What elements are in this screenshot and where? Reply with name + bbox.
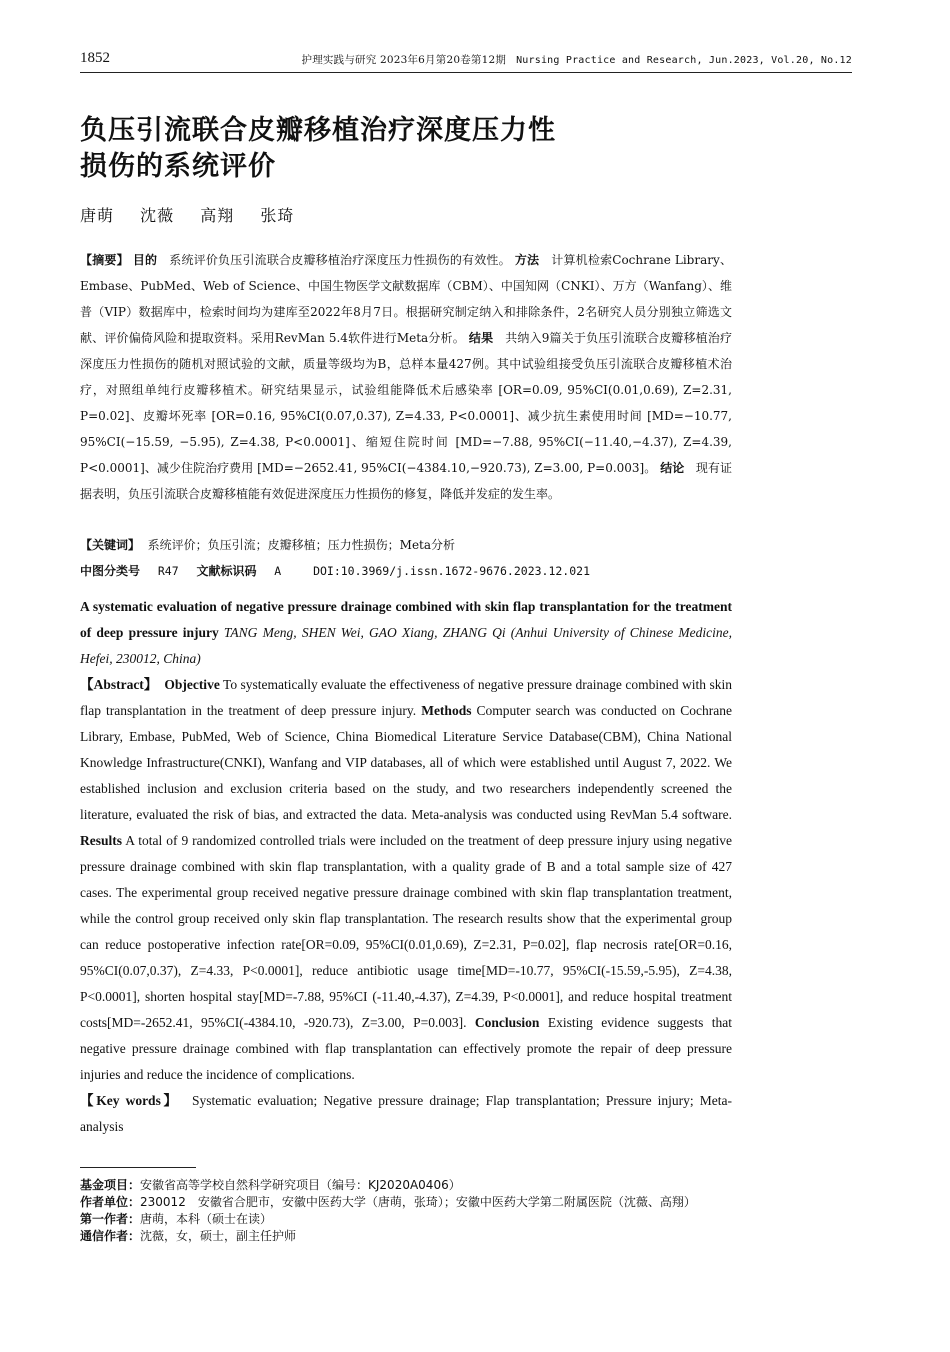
abstract-label: 【摘要】 <box>80 253 129 267</box>
affiliation-text: 230012 安徽省合肥市，安徽中医药大学（唐萌，张琦）；安徽中医药大学第二附属医院（沈薇、高翔） <box>140 1195 696 1209</box>
english-conclusion: Existing evidence suggests that negative pressure drainage combined with flap transplantation can effectively promote the repair of deep pressure injuries and reduce the incidence of complications. <box>80 1015 733 1082</box>
author: 张琦 <box>260 206 295 225</box>
english-objective: To systematically evaluate the effectiveness of negative pressure drainage combined with skin flap transplantation in the treatment of deep pressure injury. <box>80 677 732 718</box>
doi: DOI:10.3969/j.issn.1672-9676.2023.12.021 <box>313 564 591 578</box>
english-conclusion-label: Conclusion <box>474 1015 540 1030</box>
doc-value: A <box>274 564 282 578</box>
first-author-note <box>80 1211 732 1228</box>
fund-note <box>80 1177 732 1194</box>
results-text: 共纳入9篇关于负压引流联合皮瓣移植治疗深度压力性损伤的随机对照试验的文献，质量等级均为B，总样本量427例。其中试验组接受负压引流联合皮瓣移植术治疗，对照组单纯行皮瓣移植术。研究结果显示，试验组能降低术后感染率 [OR=0.09, 95%CI(0.01,0.69), Z=2.31, P=0.02]、皮瓣坏死率 [OR=0.16, 95%CI(0.07,0.37), Z=4.33, P<0.0001]、减少抗生素使用时间 [MD=−10.77, 95%CI(−15.59, −5.95), Z=4.38, P<0.0001]、缩短住院时间 [MD=−7.88, 95%CI(−11.40,−4.37), Z=4.39, P<0.0001]、减少住院治疗费用 [MD=−2652.41, 95%CI(−4384.10,−920.73), Z=3.00, P=0.003]。 <box>80 331 732 475</box>
footnotes <box>80 1177 732 1245</box>
keywords-label: 【关键词】 <box>80 538 141 552</box>
journal-info <box>302 52 852 67</box>
english-title: A systematic evaluation of negative pressure drainage combined with skin flap transplantation for the treatment of deep pressure injury <box>80 599 732 640</box>
footnote-divider <box>80 1167 196 1168</box>
authors <box>80 203 314 226</box>
fund-text: 安徽省高等学校自然科学研究项目（编号：KJ2020A0406） <box>140 1178 461 1192</box>
classification <box>80 559 732 583</box>
keywords-text: 系统评价；负压引流；皮瓣移植；压力性损伤；Meta分析 <box>147 538 456 552</box>
english-results: A total of 9 randomized controlled trials were included on the treatment of deep pressure injury using negative pressure drainage combined with skin flap transplantation, with a quality grade of B and a total sample size of 427 cases. The experimental group received negative pressure drainage combined with skin flap transplantation treatment, while the control group received only skin flap transplantation. The research results show that the experimental group can reduce postoperative infection rate[OR=0.09, 95%CI(0.01,0.69), Z=2.31, P=0.02], flap necrosis rate[OR=0.16, 95%CI(0.07,0.37), Z=4.33, P<0.0001], reduce antibiotic usage time[MD=-10.77, 95%CI(-15.59,-5.95), Z=4.38, P<0.0001], shorten hospital stay[MD=-7.88, 95%CI (-11.40,-4.37), Z=4.39, P<0.0001], and reduce hospital treatment costs[MD=-2652.41, 95%CI(-4384.10, -920.73), Z=3.00, P=0.003]. <box>80 833 732 1030</box>
english-keywords: Systematic evaluation; Negative pressure drainage; Flap transplantation; Pressure injury; Meta-analysis <box>80 1093 732 1134</box>
english-authors: TANG Meng, SHEN Wei, GAO Xiang, ZHANG Qi (Anhui University of Chinese Medicine, Hefei, 230012, China) <box>80 625 733 666</box>
english-abstract <box>80 594 732 1140</box>
methods-label: 方法 <box>514 253 540 267</box>
doc-label: 文献标识码 <box>196 564 257 578</box>
article-title <box>80 113 680 185</box>
author: 沈薇 <box>140 206 175 225</box>
author: 高翔 <box>200 206 235 225</box>
english-abstract-label: 【Abstract】 <box>80 677 158 692</box>
journal-cn: 护理实践与研究 2023年6月第20卷第12期 <box>301 54 507 66</box>
running-header <box>80 50 852 73</box>
english-objective-label: Objective <box>164 677 220 692</box>
corresponding-note <box>80 1228 732 1245</box>
english-methods-label: Methods <box>421 703 472 718</box>
objective-text: 系统评价负压引流联合皮瓣移植治疗深度压力性损伤的有效性。 <box>169 253 511 267</box>
first-author-label: 第一作者： <box>80 1212 141 1226</box>
conclusion-text: 现有证据表明，负压引流联合皮瓣移植能有效促进深度压力性损伤的修复，降低并发症的发生率。 <box>80 461 732 501</box>
first-author-text: 唐萌，本科（硕士在读） <box>140 1212 273 1226</box>
objective-label: 目的 <box>132 253 158 267</box>
results-label: 结果 <box>468 331 494 345</box>
title-line-2: 损伤的系统评价 <box>80 151 276 182</box>
english-keywords-label: 【Key words】 <box>80 1093 180 1108</box>
clc-value: R47 <box>157 564 179 578</box>
clc-label: 中图分类号 <box>80 564 141 578</box>
conclusion-label: 结论 <box>660 461 685 475</box>
title-line-1: 负压引流联合皮瓣移植治疗深度压力性 <box>80 115 556 146</box>
corresponding-label: 通信作者： <box>80 1229 141 1243</box>
page-number: 1852 <box>80 50 110 66</box>
english-results-label: Results <box>80 833 123 848</box>
author: 唐萌 <box>80 206 115 225</box>
english-methods: Computer search was conducted on Cochrane Library, Embase, PubMed, Web of Science, China Biomedical Literature Service Database(CBM), China National Knowledge Infrastructure(CNKI), Wanfang and VIP databases, all of which were established until August 7, 2022. We established inclusion and exclusion criteria based on the study, and two researchers independently screened the literature, evaluated the risk of bias, and extracted the data. Meta-analysis was conducted using RevMan 5.4 software. <box>80 703 732 822</box>
corresponding-text: 沈薇，女，硕士，副主任护师 <box>140 1229 297 1243</box>
affiliation-note <box>80 1194 732 1211</box>
journal-en: Nursing Practice and Research, Jun.2023, Vol.20, No.12 <box>516 55 852 66</box>
affiliation-label: 作者单位： <box>80 1195 141 1209</box>
abstract-cn <box>80 247 732 507</box>
keywords-cn <box>80 533 732 557</box>
methods-text: 计算机检索Cochrane Library、Embase、PubMed、Web of Science、中国生物医学文献数据库（CBM）、中国知网（CNKI）、万方（Wanfang）、维普（VIP）数据库中，检索时间均为建库至2022年8月7日。根据研究制定纳入和排除条件，2名研究人员分别独立筛选文献、评价偏倚风险和提取资料。采用RevMan 5.4软件进行Meta分析。 <box>80 253 732 345</box>
fund-label: 基金项目： <box>80 1178 141 1192</box>
